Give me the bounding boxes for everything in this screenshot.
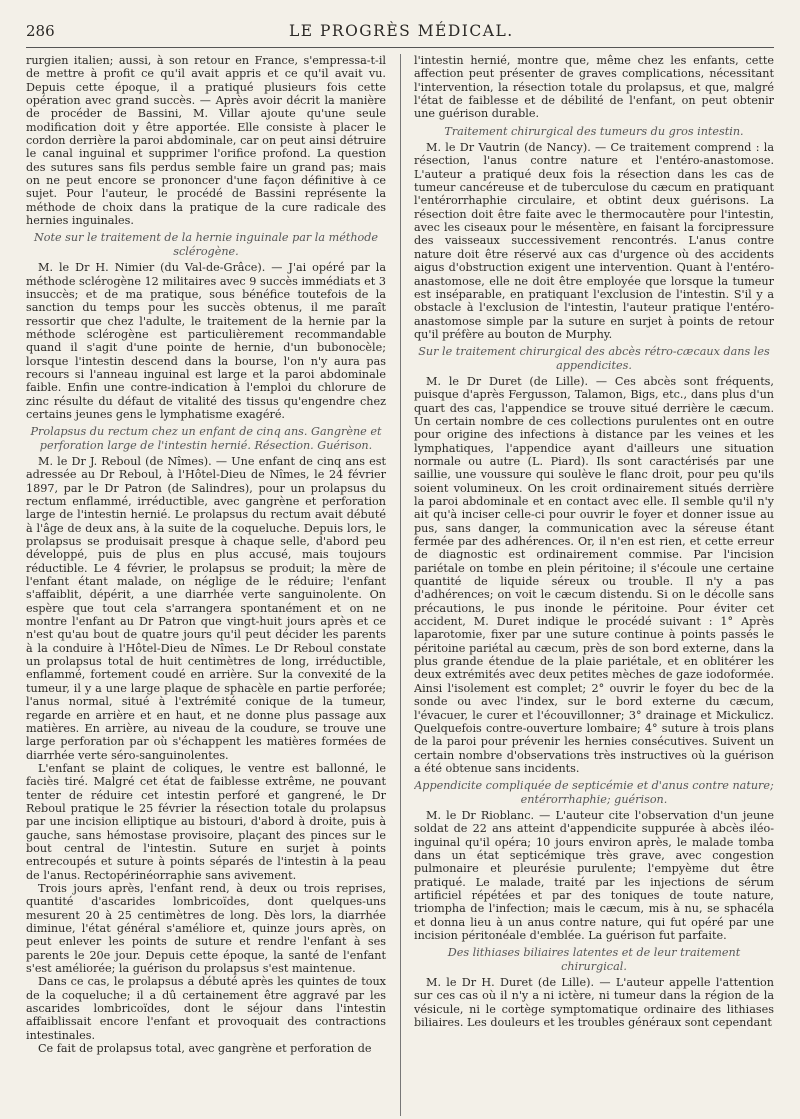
body-paragraph: M. le Dr H. Duret (de Lille). — L'auteur appelle l'attention sur ces cas où il n'y a ni ictère, ni tumeur dans la région de la vésicule, ni le cortège symptomatique ordinaire des lithiases biliaires. Les douleurs et les troubles généraux sont cependant: [414, 976, 774, 1030]
section-heading: Des lithiases biliaires latentes et de leur traitement chirurgical.: [447, 946, 741, 973]
column-rule: [400, 54, 401, 1116]
body-paragraph: rurgien italien; aussi, à son retour en France, s'empressa-t-il de mettre à profit ce qu'il avait appris et ce qu'il avait vu. Depuis cette époque, il a pratiqué plusieurs fois cette opération avec grand succès. — Après avoir décrit la manière de procéder de Bassini, M. Villar ajoute qu'une seule modification doit y être apportée. Elle consiste à placer le cordon derrière la paroi abdominale, car on peut ainsi détruire le canal inguinal et supprimer l'orifice profond. La question des sutures sans fils perdus semble faire un grand pas; mais on ne peut encore se prononcer d'une façon définitive à ce sujet. Pour l'auteur, le procédé de Bassini représente la méthode de choix dans la pratique de la cure radicale des hernies inguinales.: [26, 54, 386, 228]
body-paragraph: M. le Dr Rioblanc. — L'auteur cite l'observation d'un jeune soldat de 22 ans atteint d'appendicite suppurée à abcès iléo-inguinal qu'il opéra; 10 jours environ après, le malade tomba dans un état septicémique très grave, avec congestion pulmonaire et pleurésie purulente; l'empyème dut être pratiqué. Le malade, traité par les injections de sérum artificiel répétées et par des toniques de toute nature, triompha de l'infection; mais le cæcum, mis à nu, se sphacéla et donna lieu à un anus contre nature, qui fut opéré par une incision péritonéale d'emblée. La guérison fut parfaite.: [414, 808, 774, 942]
section-heading: Note sur le traitement de la hernie inguinale par la méthode sclérogène.: [33, 231, 379, 258]
body-paragraph: M. le Dr Duret (de Lille). — Ces abcès sont fréquents, puisque d'après Fergusson, Talamon, Bigs, etc., dans plus d'un quart des cas, l'appendice se trouve situé derrière le cæcum. Un certain nombre de ces collections purulentes ont en outre pour origine des infections à distance par les veines et les lymphatiques, l'appendice ayant d'ailleurs une situation normale ou autre (L. Piard). Ils sont caractérisés par une saillie, une voussure qui soulève le flanc droit, pour peu qu'ils soient volumineux. On les croit ordinairement situés derrière la paroi abdominale et en contact avec elle. Il semble qu'il n'y ait qu'à inciser celle-ci pour ouvrir le foyer et donner issue au pus, sans danger, la communication avec la séreuse étant fermée par des adhérences. Or, il n'en est rien, et cette erreur de diagnostic est ordinairement commise. Par l'incision pariétale on tombe en plein péritoine; il s'écoule une certaine quantité de liquide séreux ou trouble. Il n'y a pas d'adhérences; on voit le cæcum distendu. Si on le décolle sans précautions, le pus inonde le péritoine. Pour éviter cet accident, M. Duret indique le procédé suivant : 1° Après laparotomie, fixer par une suture continue à points passés le péritoine pariétal au cæcum, près de son bord externe, dans la plus grande étendue de la plaie pariétale, et en oblitérer les deux extrémités avec deux petites mèches de gaze iodoformée. Ainsi l'isolement est complet; 2° ouvrir le foyer du bec de la sonde ou avec l'index, sur le bord externe du cæcum, l'évacuer, le curer et l'écouvillonner; 3° drainage et Mickulicz. Quelquefois contre-ouverture lombaire; 4° suture à trois plans de la paroi pour prévenir les hernies consécutives. Suivent un certain nombre d'observations très instructives où la guérison a été obtenue sans incidents.: [414, 374, 774, 775]
right-column: [414, 54, 774, 1119]
body-paragraph: Dans ce cas, le prolapsus a débuté après les quintes de toux de la coqueluche; il a dû certainement être aggravé par les ascarides lombricoïdes, dont le séjour dans l'intestin affaiblissait encore l'enfant et provoquait des contractions intestinales.: [26, 975, 386, 1042]
body-paragraph: Trois jours après, l'enfant rend, à deux ou trois reprises, quantité d'ascarides lombricoïdes, dont quelques-uns mesurent 20 à 25 centimètres de long. Dès lors, la diarrhée diminue, l'état général s'améliore et, quinze jours après, on peut enlever les points de suture et rendre l'enfant à ses parents le 20e jour. Depuis cette époque, la santé de l'enfant s'est améliorée; la guérison du prolapsus s'est maintenue.: [26, 881, 386, 976]
body-paragraph: l'intestin hernié, montre que, même chez les enfants, cette affection peut présenter de graves complications, nécessitant l'intervention, la résection totale du prolapsus, et que, malgré l'état de faiblesse et de débilité de l'enfant, on peut obtenir une guérison durable.: [414, 54, 774, 121]
text-columns: [26, 54, 774, 1119]
body-paragraph: L'enfant se plaint de coliques, le ventre est ballonné, le faciès tiré. Malgré cet état de faiblesse extrême, ne pouvant tenter de réduire cet intestin perforé et gangrené, le Dr Reboul pratique le 25 février la résection totale du prolapsus par une incision elliptique au bistouri, d'abord à droite, puis à gauche, sans hémostase provisoire, plaçant des pinces sur le bout central de l'intestin. Suture en surjet à points entrecoupés et suture à points séparés de l'intestin à la peau de l'anus. Rectopérinéorraphie sans avivement.: [26, 761, 386, 882]
journal-title: LE PROGRÈS MÉDICAL.: [288, 22, 514, 40]
section-heading: Traitement chirurgical des tumeurs du gros intestin.: [444, 124, 744, 138]
section-heading: Appendicite compliquée de septicémie et d'anus contre nature; entérorrhaphie; guérison.: [414, 779, 774, 806]
page-number: 286: [26, 22, 55, 40]
body-paragraph: M. le Dr Vautrin (de Nancy). — Ce traitement comprend : la résection, l'anus contre nature et l'entéro-anastomose. L'auteur a pratiqué deux fois la résection dans les cas de tumeur cancéreuse et de tuberculose du cæcum en pratiquant l'entérorrhaphie circulaire, et obtint deux guérisons. La résection doit être faite avec le thermocautère pour l'intestin, avec les ciseaux pour le mésentère, en faisant la forcipressure des vaisseaux successivement rencontrés. L'anus contre nature doit être réservé aux cas d'urgence où des accidents aigus d'obstruction exigent une intervention. Quant à l'entéro-anastomose, elle ne doit être employée que lorsque la tumeur est inséparable, en pratiquant l'exclusion de l'intestin. S'il y a obstacle à l'exclusion de l'intestin, l'auteur pratique l'entéro-anastomose simple par la suture en surjet à points de retour qu'il préfère au bouton de Murphy.: [414, 141, 774, 341]
running-header: [26, 22, 774, 48]
left-column: [26, 54, 386, 1119]
section-heading: Sur le traitement chirurgical des abcès rétro-cæcaux dans les appendicites.: [418, 345, 770, 372]
section-heading: Prolapsus du rectum chez un enfant de cinq ans. Gangrène et perforation large de l'intestin hernié. Résection. Guérison.: [30, 425, 382, 452]
body-paragraph: M. le Dr J. Reboul (de Nîmes). — Une enfant de cinq ans est adressée au Dr Reboul, à l'Hôtel-Dieu de Nîmes, le 24 février 1897, par le Dr Patron (de Salindres), pour un prolapsus du rectum enflammé, irréductible, avec gangrène et perforation large de l'intestin hernié. Le prolapsus du rectum avait débuté à l'âge de deux ans, à la suite de la coqueluche. Depuis lors, le prolapsus se produisait presque à chaque selle, d'abord peu développé, puis de plus en plus accusé, mais toujours réductible. Le 4 février, le prolapsus se produit; la mère de l'enfant étant malade, on néglige de le réduire; l'enfant s'affaiblit, dépérit, a une diarrhée verte sanguinolente. On espère que tout cela s'arrangera spontanément et on ne montre l'enfant au Dr Patron que vingt-huit jours après et ce n'est qu'au bout de quatre jours qu'il peut décider les parents à la conduire à l'Hôtel-Dieu de Nîmes. Le Dr Reboul constate un prolapsus total de huit centimètres de long, irréductible, enflammé, fortement coudé en arrière. Sur la convexité de la tumeur, il y a une large plaque de sphacèle en partie perforée; l'anus normal, situé à l'extrémité conique de la tumeur, regarde en arrière et en haut, et ne donne plus passage aux matières. En arrière, au niveau de la coudure, se trouve une large perforation par où s'échappent les matières formées de diarrhée verte séro-sanguinolentes.: [26, 454, 386, 762]
body-paragraph: M. le Dr H. Nimier (du Val-de-Grâce). — J'ai opéré par la méthode sclérogène 12 militaires avec 9 succès immédiats et 3 insuccès; et de ma pratique, sous bénéfice toutefois de la sanction du temps pour les succès obtenus, il me paraît ressortir que chez l'adulte, le traitement de la hernie par la méthode sclérogène est particulièrement recommandable quand il s'agit d'une pointe de hernie, d'un bubonocèle; lorsque l'intestin descend dans la bourse, l'on n'y aura pas recours si l'anneau inguinal est large et la paroi abdominale faible. Enfin une contre-indication à l'emploi du chlorure de zinc résulte du défaut de vitalité des tissus qu'engendre chez certains jeunes gens le lymphatisme exagéré.: [26, 261, 386, 421]
body-paragraph: Ce fait de prolapsus total, avec gangrène et perforation de: [38, 1042, 372, 1056]
